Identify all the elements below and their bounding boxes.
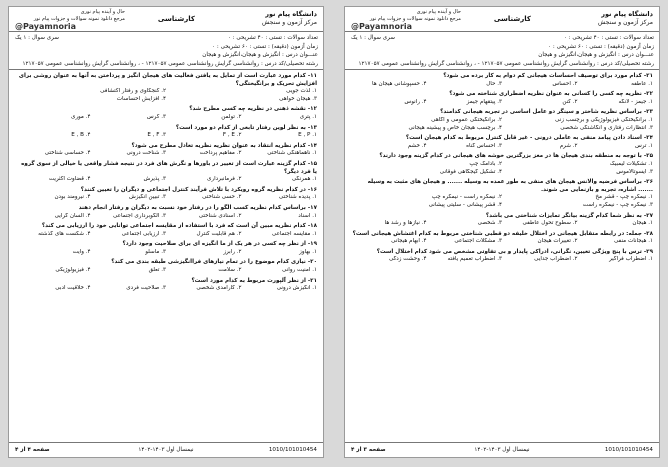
answer-option: ۴. قشر پیشانی - سلیتی پیشانی bbox=[428, 201, 502, 208]
site-subtitle: مرجع دانلود نمونه سوالات و جزوات پیام نور bbox=[369, 16, 461, 22]
answer-option: ۲. اسنادی شناختی bbox=[198, 212, 242, 219]
question-text: ۱۴- کدام نظریه انتقاد به عنوان نظریه نظریه تعادل مطرح می شود؟ bbox=[131, 142, 317, 149]
answer-option: ۱. اضطراب فراگیر bbox=[609, 256, 653, 263]
answer-option: ۲. مفاهیم پرداخت bbox=[199, 150, 242, 157]
answer-option: ۴. السان گرایی bbox=[54, 212, 91, 219]
question-item bbox=[345, 213, 659, 228]
answer-option: ۲. حسی شناختی bbox=[202, 194, 242, 201]
question-text: ۲۱- از نظر آلپورت مربوط به کدام مورد است؟ bbox=[191, 277, 317, 284]
exam-code: 1010/101010454 bbox=[268, 447, 317, 453]
answer-option: ۳. ماسلو bbox=[145, 248, 166, 255]
question-count: تعداد سوالات : تستی : ۴۰ تشریحی : ۰ bbox=[227, 35, 318, 41]
question-text: ۱۷- براساس کدام نظریه کسب الگو را در رفتار خود نسبت به دیگران و رفتار انجام دهند bbox=[78, 204, 317, 211]
question-text: ۲۷- به نظر شما کدام گزینه بیانگر تمایزات شناختی می باشد؟ bbox=[485, 212, 653, 219]
question-text: ۲۳- براساس نظریه شاختر و سینگر دو عامل اساسی در تجربه هیجانی کدامند؟ bbox=[440, 109, 653, 116]
answer-options bbox=[351, 238, 653, 246]
answer-option: ۲. فرمانبرداری bbox=[207, 176, 242, 183]
answer-option: ۲. سلامت bbox=[218, 267, 242, 274]
answer-option: ۱. هیجان bbox=[632, 220, 653, 227]
question-item bbox=[9, 205, 323, 220]
exam-meta bbox=[9, 32, 323, 70]
question-item bbox=[345, 249, 659, 264]
question-item bbox=[9, 241, 323, 256]
answer-option: ۳. ارزیابی اجتماعی bbox=[121, 230, 166, 237]
answer-options bbox=[15, 285, 317, 293]
answer-option: ۴. برچسب هیجان خاص و پیشینه هیجانی bbox=[408, 124, 502, 131]
course-title: عنـــوان درس : انگیزش و هیجان،انگیزش و هیجان bbox=[538, 52, 654, 58]
page-footer bbox=[345, 442, 659, 457]
answer-option: ۱. نیمکره چپ - قشر مخ bbox=[595, 194, 653, 201]
answer-option: ۳. پذیرش bbox=[143, 176, 166, 183]
answer-options bbox=[351, 81, 653, 89]
answer-option: ۴. قضاوت اکثریت bbox=[48, 176, 91, 183]
answer-option: ۳. صلاحیت فردی bbox=[126, 285, 166, 292]
answer-option: ۴. E , B bbox=[71, 132, 91, 139]
answer-options bbox=[351, 117, 653, 132]
answer-option: ۲. تولمن bbox=[221, 113, 242, 120]
question-count: تعداد سوالات : تستی : ۴۰ تشریحی : ۰ bbox=[563, 35, 654, 41]
answer-option: ۳. احساس گناه bbox=[466, 142, 502, 149]
answer-option: ۳. ایسوتالاموس bbox=[616, 168, 653, 175]
answer-options bbox=[15, 132, 317, 140]
answer-option: ۳. الگوبرداری اجتماعی bbox=[113, 212, 166, 219]
answer-option: ۳. شناخت درونی bbox=[126, 150, 166, 157]
answer-options bbox=[351, 194, 653, 209]
question-text: ۱۶- در کدام نظریه گروه رویکرد با تلاش فرآیند کنترل اجتماعی و دیگران را تعیین کنند؟ bbox=[80, 186, 317, 193]
answer-option: ۴. نیرومند بودن bbox=[54, 194, 91, 201]
question-item bbox=[345, 231, 659, 246]
answer-options bbox=[15, 267, 317, 275]
answer-option: ۱. اسناد bbox=[298, 212, 317, 219]
exam-page-left bbox=[8, 6, 324, 458]
answer-option: ۱. عاطفه bbox=[631, 80, 653, 87]
question-item bbox=[9, 278, 323, 293]
answer-option: ۲. برانگیختگی عمومی و آگاهی bbox=[431, 116, 502, 123]
answer-option: ۲. کارآمدی شخصی bbox=[196, 285, 242, 292]
answer-options bbox=[15, 194, 317, 202]
question-item bbox=[345, 135, 659, 150]
answer-option: ۲. F , E bbox=[222, 132, 242, 139]
answer-option: ۲. اضطراب جدایی bbox=[534, 256, 578, 263]
question-item bbox=[9, 223, 323, 238]
page-number: صفحه ۳ از ۴ bbox=[351, 447, 386, 453]
question-item bbox=[345, 91, 659, 106]
answer-option: ۴. رانوس bbox=[404, 98, 427, 105]
answer-option: ۱. امنیت روانی bbox=[282, 267, 317, 274]
answer-option: ۲. رابرز bbox=[223, 248, 242, 255]
question-text: ۲۴- اسناد دادن پیامد منفی به عاملی درونی - غیر قابل کنترل مربوط به کدام هیجان است؟ bbox=[405, 135, 653, 142]
answer-option: ۳. نیمکره چپ - نیمکره راست bbox=[582, 201, 653, 208]
question-text: ۲۸- جمله: در رابطه متقابل هیجانی در اختلال خلیفه دو قطبی شناختی مربوط به کدام اغتشاش هیجانی است؟ bbox=[352, 230, 653, 237]
site-watermark bbox=[351, 9, 461, 30]
answer-option: ۴. موری bbox=[70, 113, 91, 120]
answer-option: ۴. حسپوشانی هیجان ها bbox=[372, 80, 427, 87]
question-text: ۱۸- کدام نظریه مبین آن است که فرد با استفاده از مقایسه اجتماعی توانایی خود را ارزیابی می کند؟ bbox=[41, 223, 317, 230]
page-header bbox=[345, 7, 659, 32]
exam-time: زمان آزمون (دقیقه) : تستی : ۶۰ تشریحی : ۰ bbox=[548, 43, 654, 50]
answer-options bbox=[351, 220, 653, 228]
question-item bbox=[9, 143, 323, 158]
exam-code: 1010/101010454 bbox=[604, 447, 653, 453]
question-item bbox=[9, 125, 323, 140]
answer-options bbox=[351, 143, 653, 151]
center-name: مرکز آزمون و سنجش bbox=[262, 19, 317, 26]
answer-options bbox=[15, 88, 317, 103]
answer-option: ۲. هم قابلیت کنترل bbox=[196, 230, 242, 237]
question-item bbox=[345, 179, 659, 209]
answer-options bbox=[15, 249, 317, 257]
question-list bbox=[345, 70, 659, 443]
question-item bbox=[9, 73, 323, 103]
exam-meta bbox=[345, 32, 659, 70]
answer-option: ۴. خلاقیت ادبی bbox=[55, 285, 91, 292]
site-handle: @Payamnoria bbox=[15, 22, 77, 31]
question-text: ۲۱- کدام مورد برای توصیف احساسات هیجانی کم دوام به کار برده می شود؟ bbox=[443, 73, 653, 79]
answer-option: ۴. نیازها و رشد ها bbox=[384, 220, 427, 227]
question-item bbox=[9, 161, 323, 184]
question-text: ۱۵- کدام گزینه عبارت است از تغییر در باورها و نگرش های فرد در نتیجه فشار واقعی یا خیالی از سوی گروه یا فرد دیگر؟ bbox=[21, 160, 317, 175]
answer-option: ۱. برانگیختگی فیزیولوژیکی و برچسب زنی bbox=[555, 116, 653, 123]
page-header bbox=[9, 7, 323, 32]
answer-option: ۱. ناهماهنگی شناختی bbox=[267, 150, 317, 157]
answer-option: ۳. مشکلات اجتماعی bbox=[454, 238, 502, 245]
answer-option: ۱. هیجانات منفی bbox=[613, 238, 653, 245]
question-item bbox=[345, 73, 659, 88]
answer-option: ۲. سطوح تحول عاطفی bbox=[522, 220, 578, 227]
question-item bbox=[345, 109, 659, 132]
series-label: سری سوال : ۱ یک bbox=[15, 35, 59, 41]
answer-options bbox=[15, 114, 317, 122]
question-item bbox=[9, 106, 323, 121]
answer-option: ۳. پیتقهام جیمز bbox=[466, 98, 502, 105]
answer-option: ۴. افزایش احساسات bbox=[116, 95, 166, 102]
answer-option: ۱. جیمز - لانگه bbox=[618, 98, 653, 105]
answer-options bbox=[15, 231, 317, 239]
answer-options bbox=[15, 213, 317, 221]
question-text: ۱۳- به نظر لوین رفتار تابعی از کدام دو مورد است؟ bbox=[175, 124, 317, 131]
answer-option: ۳. تعلق bbox=[148, 267, 166, 274]
answer-option: ۳. شخصی bbox=[477, 220, 502, 227]
university-name: دانشگاه پیام نور bbox=[265, 10, 317, 18]
degree-label: کارشناسی bbox=[493, 15, 531, 23]
answer-option: ۱. بهاوز bbox=[299, 248, 317, 255]
question-text: ۲۹- ترس با پنج ویژگی تعیین، نگرانی، ادراکی پایدار و بی تفاوتی مشخص می شود کدام اختلال است؟ bbox=[376, 248, 653, 255]
question-list bbox=[9, 70, 323, 443]
answer-option: ۴. شکست های گذشته bbox=[38, 230, 91, 237]
page-number: صفحه ۴ از ۴ bbox=[15, 447, 50, 453]
answer-option: ۱. پدیده شناختی bbox=[278, 194, 317, 201]
exam-time: زمان آزمون (دقیقه) : تستی : ۶۰ تشریحی : ۰ bbox=[212, 43, 318, 50]
answer-option: ۲. تغییرات هیجان bbox=[537, 238, 578, 245]
answer-option: ۲. کنن bbox=[562, 98, 578, 105]
site-title: حال و آینده پیام نوری bbox=[80, 9, 125, 15]
answer-option: ۳. اضطراب تعمیم یافته bbox=[447, 256, 502, 263]
question-item bbox=[9, 259, 323, 274]
answer-option: ۱. ترس bbox=[634, 142, 653, 149]
answer-options bbox=[351, 99, 653, 107]
university-block bbox=[598, 10, 653, 27]
question-text: ۱۹- از نظر چه کسی در هر یک از ما انگیزه ای برای صلاحیت وجود دارد؟ bbox=[122, 241, 317, 248]
answer-option: ۴. خشم bbox=[407, 142, 427, 149]
question-text: ۲۶- براساس فرضیه والانس هیجان های منفی به طور عمده به وسیله ....... و هیجان های مثبت به وسیله ....... اشاره، تجربه و بازنمایی می شوند. bbox=[367, 179, 653, 193]
answer-option: ۱. E , P bbox=[298, 132, 317, 139]
question-text: ۱۲- نقشه ذهنی در نظریه چه کسی مطرح شد؟ bbox=[189, 106, 317, 113]
university-block bbox=[262, 10, 317, 27]
answer-option: ۳. E , F bbox=[147, 132, 166, 139]
answer-option: ۳. حال bbox=[486, 80, 502, 87]
site-watermark bbox=[15, 9, 125, 30]
answer-option: ۱. پتری bbox=[299, 113, 317, 120]
field-line: رشته تحصیلی/کد درس : روانشناسی گرایش روانشناسی عمومی ۱۲۱۷۰۵۷ - ، روانشناسی گرایش روانشناسی عمومی ۱۲۱۷۰۵۷ bbox=[22, 60, 318, 67]
answer-option: ۴. فیزیولوژیکی bbox=[55, 267, 91, 274]
answer-option: ۲. نیمکره راست - نیمکره چپ bbox=[431, 194, 502, 201]
answer-option: ۴. تشکیل گیجگاهی فوقانی bbox=[439, 168, 502, 175]
answer-option: ۲. احساس bbox=[552, 80, 578, 87]
question-item bbox=[345, 153, 659, 176]
semester-label: نیمسال اول ۱۴۰۳-۱۴۰۲ bbox=[138, 447, 194, 453]
answer-option: ۱. لذت جویی bbox=[286, 88, 317, 95]
series-label: سری سوال : ۱ یک bbox=[351, 35, 395, 41]
semester-label: نیمسال اول ۱۴۰۳-۱۴۰۲ bbox=[474, 447, 530, 453]
answer-option: ۴. وحشت زدگی bbox=[388, 256, 427, 263]
answer-option: ۳. تبیین انگیزش bbox=[128, 194, 166, 201]
answer-option: ۱. تشکیلات لیمبیک bbox=[609, 160, 653, 167]
question-text: ۲۰- نیازی کدام موضوع را در تمام نیازهای فراانگیزشی طبقه بندی می کند؟ bbox=[111, 259, 317, 266]
answer-option: ۲. شرم bbox=[559, 142, 578, 149]
answer-options bbox=[351, 161, 653, 176]
site-handle: @Payamnoria bbox=[351, 22, 413, 31]
answer-option: ۴. ابهام هیجانی bbox=[391, 238, 427, 245]
answer-options bbox=[351, 256, 653, 264]
answer-option: ۳. هیجان خواهی bbox=[279, 95, 317, 102]
answer-option: ۴. وایت bbox=[72, 248, 91, 255]
question-item bbox=[9, 187, 323, 202]
question-text: ۲۵- با توجه به منطقه بندی هیجان ها در مغز بزرگترین خوشه های هیجانی در کدام گزینه وجود دارند؟ bbox=[379, 153, 653, 160]
answer-option: ۱. مقایسه اجتماعی bbox=[271, 230, 317, 237]
site-subtitle: مرجع دانلود نمونه سوالات و جزوات پیام نور bbox=[33, 16, 125, 22]
site-title: حال و آینده پیام نوری bbox=[416, 9, 461, 15]
course-title: عنـــوان درس : انگیزش و هیجان،انگیزش و هیجان bbox=[202, 52, 318, 58]
answer-option: ۴. حساسی شناختی bbox=[44, 150, 91, 157]
answer-options bbox=[15, 176, 317, 184]
answer-option: ۳. انتظارات رفتاری و انگاشتگی شخصی bbox=[560, 124, 653, 131]
page-footer bbox=[9, 442, 323, 457]
field-line: رشته تحصیلی/کد درس : روانشناسی گرایش روانشناسی عمومی ۱۲۱۷۰۵۷ - ، روانشناسی گرایش روانشناسی عمومی ۱۲۱۷۰۵۷ bbox=[358, 60, 654, 67]
answer-option: ۲. بادامک چپ bbox=[469, 160, 502, 167]
question-text: ۱۱- کدام مورد عبارت است از تمایل به یافتن فعالیت های هیجان انگیز و پرداختن به آنها به عنوان روشی برای افزایش تحریک و برانگیختگی؟ bbox=[18, 73, 317, 87]
answer-option: ۱. انگیزش درونی bbox=[276, 285, 317, 292]
answer-option: ۳. کرس bbox=[146, 113, 166, 120]
answer-option: ۲. کنجکاوی و رفتار اکتشافی bbox=[100, 88, 166, 95]
degree-label: کارشناسی bbox=[157, 15, 195, 23]
exam-page-right bbox=[344, 6, 660, 458]
answer-options bbox=[15, 150, 317, 158]
answer-option: ۱. همرنگی bbox=[291, 176, 317, 183]
center-name: مرکز آزمون و سنجش bbox=[598, 19, 653, 26]
university-name: دانشگاه پیام نور bbox=[601, 10, 653, 18]
question-text: ۲۲- نظریه چه کسی را کسانی به عنوان نظریه اضطراری شناخته می شود؟ bbox=[449, 91, 653, 98]
